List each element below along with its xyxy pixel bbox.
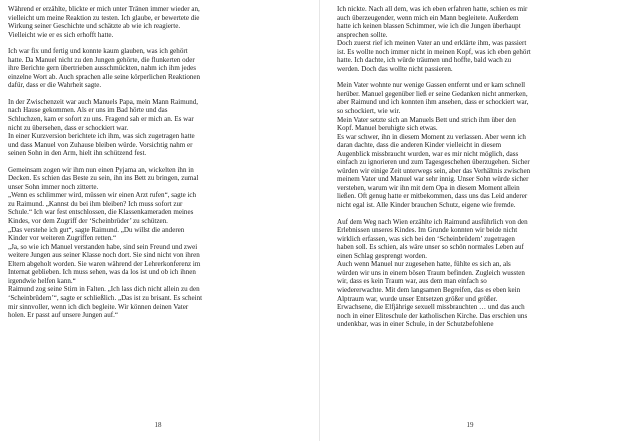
right-paragraph-1: Ich nickte. Nach all dem, was ich eben erfahren hatte, schien es mir auch überzeugender, wenn mich ein Mann begleitete. Außerdem hatte ich keinen blassen Schimmer, wie ich die Jungen überhaupt ansprechen sollte. Doch zuerst rief ich meinen Vater an und erklärte ihm, was passiert ist. Es wollte noch immer nicht in meinen Kopf, was ich eben gehört hatte. Ich dachte, ich würde träumen und hoffte, bald wach zu werden. Doch das wollte nicht passieren. <box>337 5 531 73</box>
left-page-number: 18 <box>154 421 162 429</box>
right-paragraph-3: Auf dem Weg nach Wien erzählte ich Raimund ausführlich von den Erlebnissen unseres Kindes. Im Grunde konnten wir beide nicht wirklich erfassen, was sich bei den ‘Scheinbrüdern’ zugetragen haben soll. Es schien, als wäre unser so schön normales Leben auf einen Schlag gesprengt worden. Auch wenn Manuel nur zugesehen hatte, fühlte es sich an, als würden wir uns in einem bösen Traum befinden. Zugleich wussten wir, dass es kein Traum war, aus dem man einfach so wiedererwachte. Mit dem langsamen Begreifen, das es eben kein Alptraum war, wurde unser Entsetzen größer und größer. Erwachsene, die Elfjährige sexuell missbrauchten … und das auch noch in einer Eliteschule der katholischen Kirche. Das erschien uns undenkbar, was in einer Schule, in der Schutzbefohlene <box>337 217 528 329</box>
left-paragraph-3: In der Zwischenzeit war auch Manuels Papa, mein Mann Raimund, nach Hause gekommen. Als er uns im Bad hörte und das Schluchzen, kam er sofort zu uns. Fragend sah er mich an. Es war nicht zu übersehen, dass er schockiert war. In einer Kurzversion berichtete ich ihm, was sich zugetragen hatte und dass Manuel von Zuhause bleiben würde. Vorsichtig nahm er seinen Sohn in den Arm, hielt ihn schützend fest. <box>8 97 199 158</box>
left-paragraph-4: Gemeinsam zogen wir ihm nun einen Pyjama an, wickelten ihn in Decken. Es schien das Beste zu sein, ihn ins Bett zu bringen, zumal unser Sohn immer noch zitterte. „Wenn es schlimmer wird, müssen wir einen Arzt rufen“, sagte ich zu Raimund. „Kannst du bei ihm bleiben? Ich muss sofort zur Schule.“ Ich war fest entschlossen, die Klassenkameraden meines Kindes, vor dem Zugriff der ‘Scheinbrüder’ zu schützen. „Das verstehe ich gut“, sagte Raimund. „Du willst die anderen Kinder vor weiteren Zugriffen retten.“ „Ja, so wie ich Manuel verstanden habe, sind sein Freund und zwei weitere Jungen aus seiner Klasse noch dort. Sie sind nicht von ihren Eltern abgeholt worden. Sie waren während der Lehrerkonferenz im Internat geblieben. Ich muss sehen, was da los ist und ob ich ihnen irgendwie helfen kann.“ Raimund zog seine Stirn in Falten. „Ich lass dich nicht allein zu den ‘Scheinbrüdern’“, sagte er schließlich. „Das ist zu brisant. Es scheint mir sinnvoller, wenn ich dich begleite. Wir können deinen Vater holen. Er passt auf unsere Jungen auf.“ <box>8 165 203 320</box>
right-paragraph-2: Mein Vater wohnte nur wenige Gassen entfernt und er kam schnell herüber. Manuel gegenüber ließ er seine Gedanken nicht anmerken, aber Raimund und ich konnten ihm ansehen, dass er schockiert war, so schockiert, wie wir. Mein Vater setzte sich an Manuels Bett und strich ihm über den Kopf. Manuel beruhigte sich etwas. Es war schwer, ihn in diesem Moment zu verlassen. Aber wenn ich daran dachte, dass die anderen Kinder vielleicht in diesem Augenblick missbraucht wurden, war es mir nicht möglich, dass einfach zu ignorieren und zum Tagesgeschehen überzugehen. Sicher würden wir einige Zeit unterwegs sein, aber das Verhältnis zwischen meinem Vater und Manuel war sehr innig. Unser Sohn würde sicher verstehen, warum wir ihn mit dem Opa in diesem Moment allein ließen. Oft genug hatte er mitbekommen, dass uns das Leid anderer nicht egal ist. Alle Kinder brauchen Schutz, eigene wie fremde. <box>337 81 531 210</box>
right-page <box>320 0 640 441</box>
left-paragraph-2: Ich war fix und fertig und konnte kaum glauben, was ich gehört hatte. Da Manuel nicht zu den Jungen gehörte, die flunkerten oder ihre Berichte gern übertrieben ausschmückten, nahm ich ihm jedes einzelne Wort ab. Auch sprachen alle seine körperlichen Reaktionen dafür, dass er die Wahrheit sagte. <box>8 47 201 90</box>
left-paragraph-1: Während er erzählte, blickte er mich unter Tränen immer wieder an, vielleicht um meine Reaktion zu testen. Ich glaube, er bewertete die Wirkung seiner Geschichte und schätzte ab wie ich reagierte. Vielleicht wie er es sich erhofft hatte. <box>8 5 200 39</box>
right-page-number: 19 <box>466 421 474 429</box>
